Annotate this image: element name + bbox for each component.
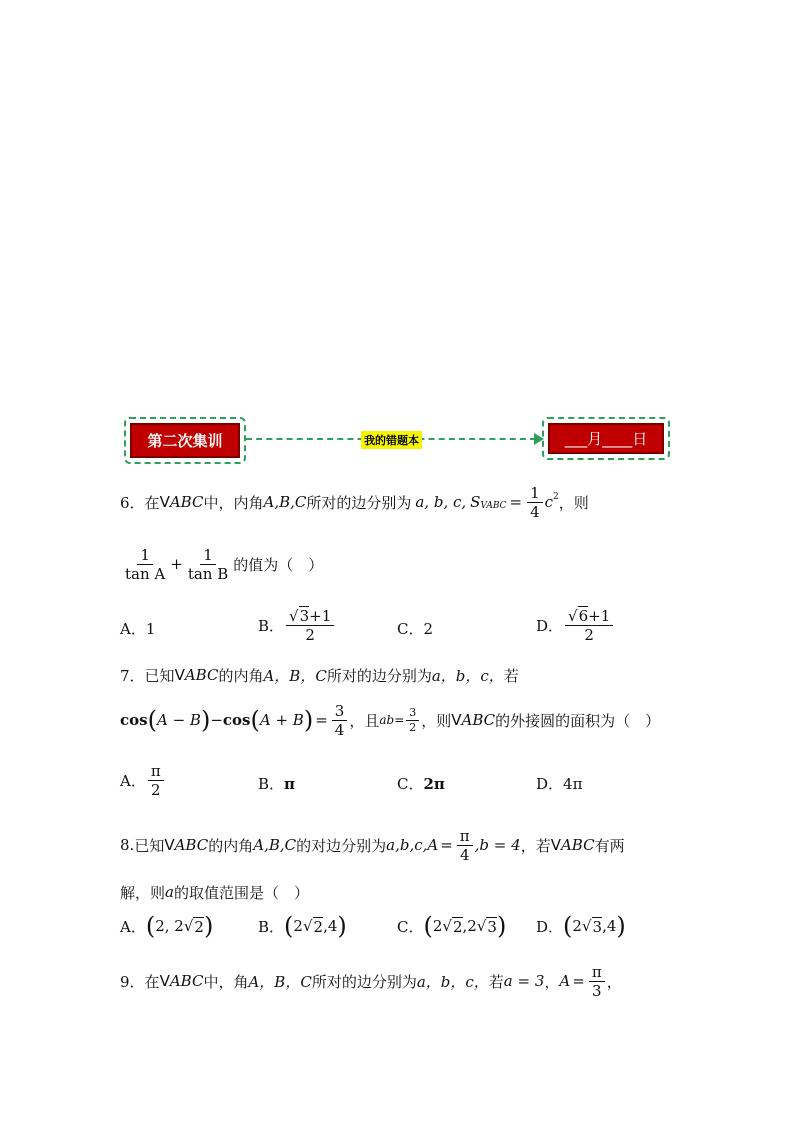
q9-a-eq: a = 3 xyxy=(503,972,545,990)
triangle-symbol: V xyxy=(451,711,462,729)
q7-angles: A，B，C xyxy=(263,666,327,685)
q7-text: 所对的边分别为 xyxy=(326,666,432,685)
q8-option-d[interactable]: D． ( 2 √ 3 ,4 ) xyxy=(536,912,626,940)
paren: ) xyxy=(203,912,214,940)
option-value: 1 xyxy=(145,619,156,638)
q9-frac xyxy=(589,963,605,1000)
paren: ) xyxy=(303,706,314,734)
frac-den: tan B xyxy=(187,564,229,583)
q7-frac-small xyxy=(406,706,419,733)
radicand: 2 xyxy=(313,917,324,936)
frac-den: tan A xyxy=(125,564,166,583)
paren: ) xyxy=(616,912,626,940)
q9-eq: = xyxy=(572,972,585,990)
q7-text: 已知 xyxy=(144,666,175,685)
option-frac xyxy=(286,607,334,644)
q8-text: 解，则 xyxy=(120,883,166,902)
q7-cos: cos xyxy=(222,711,251,729)
option-value: 2 xyxy=(572,917,582,935)
option-value: 2 xyxy=(423,619,434,638)
q8-frac xyxy=(457,827,473,864)
frac-num: 1 xyxy=(527,484,543,503)
frac-den: 4 xyxy=(334,720,345,739)
q8-a: a xyxy=(165,883,174,901)
q8-option-a[interactable]: A． ( 2, 2 √ 2 ) xyxy=(120,912,214,940)
q6-text: 的值为（ ） xyxy=(233,555,324,574)
triangle-symbol: V xyxy=(550,836,561,854)
q8-abc: ABC xyxy=(560,836,595,854)
radicand: 2 xyxy=(452,917,463,936)
q8-number: 8. xyxy=(120,836,135,854)
option-value: 2 xyxy=(432,917,443,935)
q9-text: 若 xyxy=(488,972,504,991)
q6-option-d[interactable] xyxy=(536,607,615,644)
paren: ( xyxy=(284,912,294,940)
q7-line1 xyxy=(120,664,519,686)
q6-number: 6． xyxy=(120,493,145,512)
q8-abc: ABC xyxy=(174,836,209,854)
frac-num-tail: +1 xyxy=(588,607,611,625)
option-value: ,4 xyxy=(602,917,617,935)
q7-arg: A + B xyxy=(259,711,304,729)
q6-eq: = xyxy=(509,493,523,511)
frac-num: 1 xyxy=(200,546,216,565)
paren: ( xyxy=(423,912,433,940)
q9-text: 所对的边分别为 xyxy=(311,972,417,991)
q9-abc: ABC xyxy=(169,972,204,990)
q9-text: 中，角 xyxy=(203,972,249,991)
q8-b-eq: ,b = 4 xyxy=(474,836,521,854)
radicand: 6 xyxy=(578,607,589,625)
q8-eq: = xyxy=(440,836,453,854)
frac-den: 3 xyxy=(591,981,602,1000)
q9-text: 在 xyxy=(144,972,160,991)
q7-ab: ab xyxy=(379,713,395,727)
option-value: 4π xyxy=(563,774,583,793)
option-label: C． xyxy=(397,775,424,793)
q6-frac1 xyxy=(122,546,168,583)
q7-number: 7． xyxy=(120,666,145,685)
option-label: C． xyxy=(397,620,424,638)
q6-option-a[interactable] xyxy=(120,618,155,639)
q6-area-s: S xyxy=(470,493,481,511)
triangle-symbol: V xyxy=(159,493,170,511)
option-label: D． xyxy=(536,917,564,936)
q7-abc: ABC xyxy=(184,666,219,684)
option-label: A． xyxy=(120,917,146,936)
q6-angles: A,B,C xyxy=(263,493,307,511)
q7-sides: a，b，c， xyxy=(431,666,504,685)
paren: ( xyxy=(250,706,260,734)
q7-eq: = xyxy=(315,711,328,729)
q6-plus: + xyxy=(170,555,183,573)
option-value: 2 xyxy=(293,917,303,935)
q6-area-sub: VABC xyxy=(480,501,507,511)
q9-comma: ， xyxy=(544,972,560,991)
radicand: 3 xyxy=(592,917,603,936)
q6-c: c xyxy=(544,493,554,511)
frac-num: π xyxy=(457,827,473,846)
date-badge: ___月____日 xyxy=(548,423,664,454)
paren: ) xyxy=(496,912,507,940)
q7-arg: A − B xyxy=(156,711,201,729)
option-label: C． xyxy=(397,917,424,936)
q7-cos: cos xyxy=(120,711,148,729)
radicand: 3 xyxy=(487,917,497,936)
q7-option-b[interactable] xyxy=(258,773,295,794)
option-label: B． xyxy=(258,917,285,936)
frac-num: √6+1 xyxy=(565,607,613,626)
q6-area-frac xyxy=(527,484,543,521)
frac-den: 4 xyxy=(459,845,470,864)
option-label: A． xyxy=(120,772,146,790)
frac-den: 2 xyxy=(151,781,161,799)
q6-option-c[interactable] xyxy=(397,618,433,639)
frac-num-tail: +1 xyxy=(309,607,332,625)
q8-option-b[interactable]: B． ( 2 √ 2 ,4 ) xyxy=(258,912,347,940)
radicand: 3 xyxy=(299,607,310,625)
frac-num: π xyxy=(589,963,605,982)
q8-text: 的对边分别为 xyxy=(296,836,387,855)
q7-text: ，则 xyxy=(421,711,452,730)
q6-text: ，则 xyxy=(558,493,589,512)
frac-num: √3+1 xyxy=(286,607,334,626)
paren: ) xyxy=(337,912,347,940)
q9-angles: A，B，C xyxy=(248,972,312,991)
q7-text: 的外接圆的面积为（ ） xyxy=(495,711,661,730)
option-value: 2, 2 xyxy=(155,917,184,935)
option-label: D． xyxy=(536,617,564,635)
q9-sides: a，b，c， xyxy=(416,972,489,991)
q7-frac xyxy=(332,702,348,739)
q7-abc: ABC xyxy=(461,711,496,729)
paren: ( xyxy=(563,912,573,940)
option-label: A． xyxy=(120,620,146,638)
option-frac xyxy=(148,762,164,799)
option-value: π xyxy=(284,774,296,793)
triangle-symbol: V xyxy=(174,666,185,684)
paren: ( xyxy=(147,706,157,734)
option-label: B． xyxy=(258,617,285,635)
q6-sq: 2 xyxy=(553,492,559,502)
option-label: B． xyxy=(258,775,285,793)
q6-text: 在 xyxy=(144,493,160,512)
q8-option-c[interactable]: C． ( 2 √ 2 ,2 √ 3 ) xyxy=(397,912,507,940)
option-value: 2π xyxy=(423,774,445,793)
frac-den: 2 xyxy=(409,720,417,734)
q6-text: 所对的边分别为 xyxy=(306,493,412,512)
q7-line2 xyxy=(120,699,660,741)
q7-minus: − xyxy=(210,711,223,729)
q7-option-c[interactable] xyxy=(397,773,445,794)
paren: ) xyxy=(200,706,211,734)
frac-num: 3 xyxy=(406,706,419,720)
radicand: 2 xyxy=(194,917,204,936)
q8-line2 xyxy=(120,881,309,903)
frac-num: 3 xyxy=(332,702,348,721)
q8-text: 已知 xyxy=(134,836,165,855)
triangle-symbol: V xyxy=(159,972,170,990)
frac-den: 2 xyxy=(305,626,315,644)
q8-text: ，若 xyxy=(520,836,551,855)
q8-angles: A,B,C xyxy=(253,836,297,854)
q7-text: 的内角 xyxy=(218,666,264,685)
q6-option-b[interactable] xyxy=(258,607,336,644)
frac-num: π xyxy=(148,762,164,781)
q7-option-d[interactable] xyxy=(536,773,582,794)
q6-sides: a, b, c, xyxy=(415,493,467,511)
frac-num: 1 xyxy=(137,546,153,565)
option-frac xyxy=(565,607,613,644)
error-notebook-tag: 我的错题本 xyxy=(361,431,422,449)
q9-line1 xyxy=(120,960,622,1002)
q6-line1 xyxy=(120,482,589,522)
q7-option-a[interactable] xyxy=(120,762,166,799)
q8-text: 的内角 xyxy=(208,836,254,855)
q8-text: 有两 xyxy=(594,836,625,855)
q9-comma: ， xyxy=(606,972,622,991)
q9-number: 9． xyxy=(120,972,145,991)
option-label: D． xyxy=(536,775,564,793)
session-title-badge: 第二次集训 xyxy=(130,423,240,458)
triangle-symbol: V xyxy=(164,836,175,854)
frac-den: 4 xyxy=(530,502,540,521)
q7-eq2: = xyxy=(394,713,405,727)
q7-text: 若 xyxy=(503,666,519,685)
q7-text: ，且 xyxy=(349,711,380,730)
option-value: ,4 xyxy=(323,917,338,935)
paren: ( xyxy=(145,912,156,940)
frac-den: 2 xyxy=(584,626,594,644)
q8-line1 xyxy=(120,824,625,866)
q8-text: 的取值范围是（ ） xyxy=(173,883,309,902)
q9-A: A xyxy=(559,972,571,990)
q8-A: A xyxy=(427,836,439,854)
q6-abc: ABC xyxy=(169,493,204,511)
q6-text: 中，内角 xyxy=(203,493,264,512)
option-value: ,2 xyxy=(462,917,477,935)
q6-line2 xyxy=(120,543,323,585)
q8-vars: a,b,c, xyxy=(386,836,428,854)
q6-frac2 xyxy=(185,546,231,583)
